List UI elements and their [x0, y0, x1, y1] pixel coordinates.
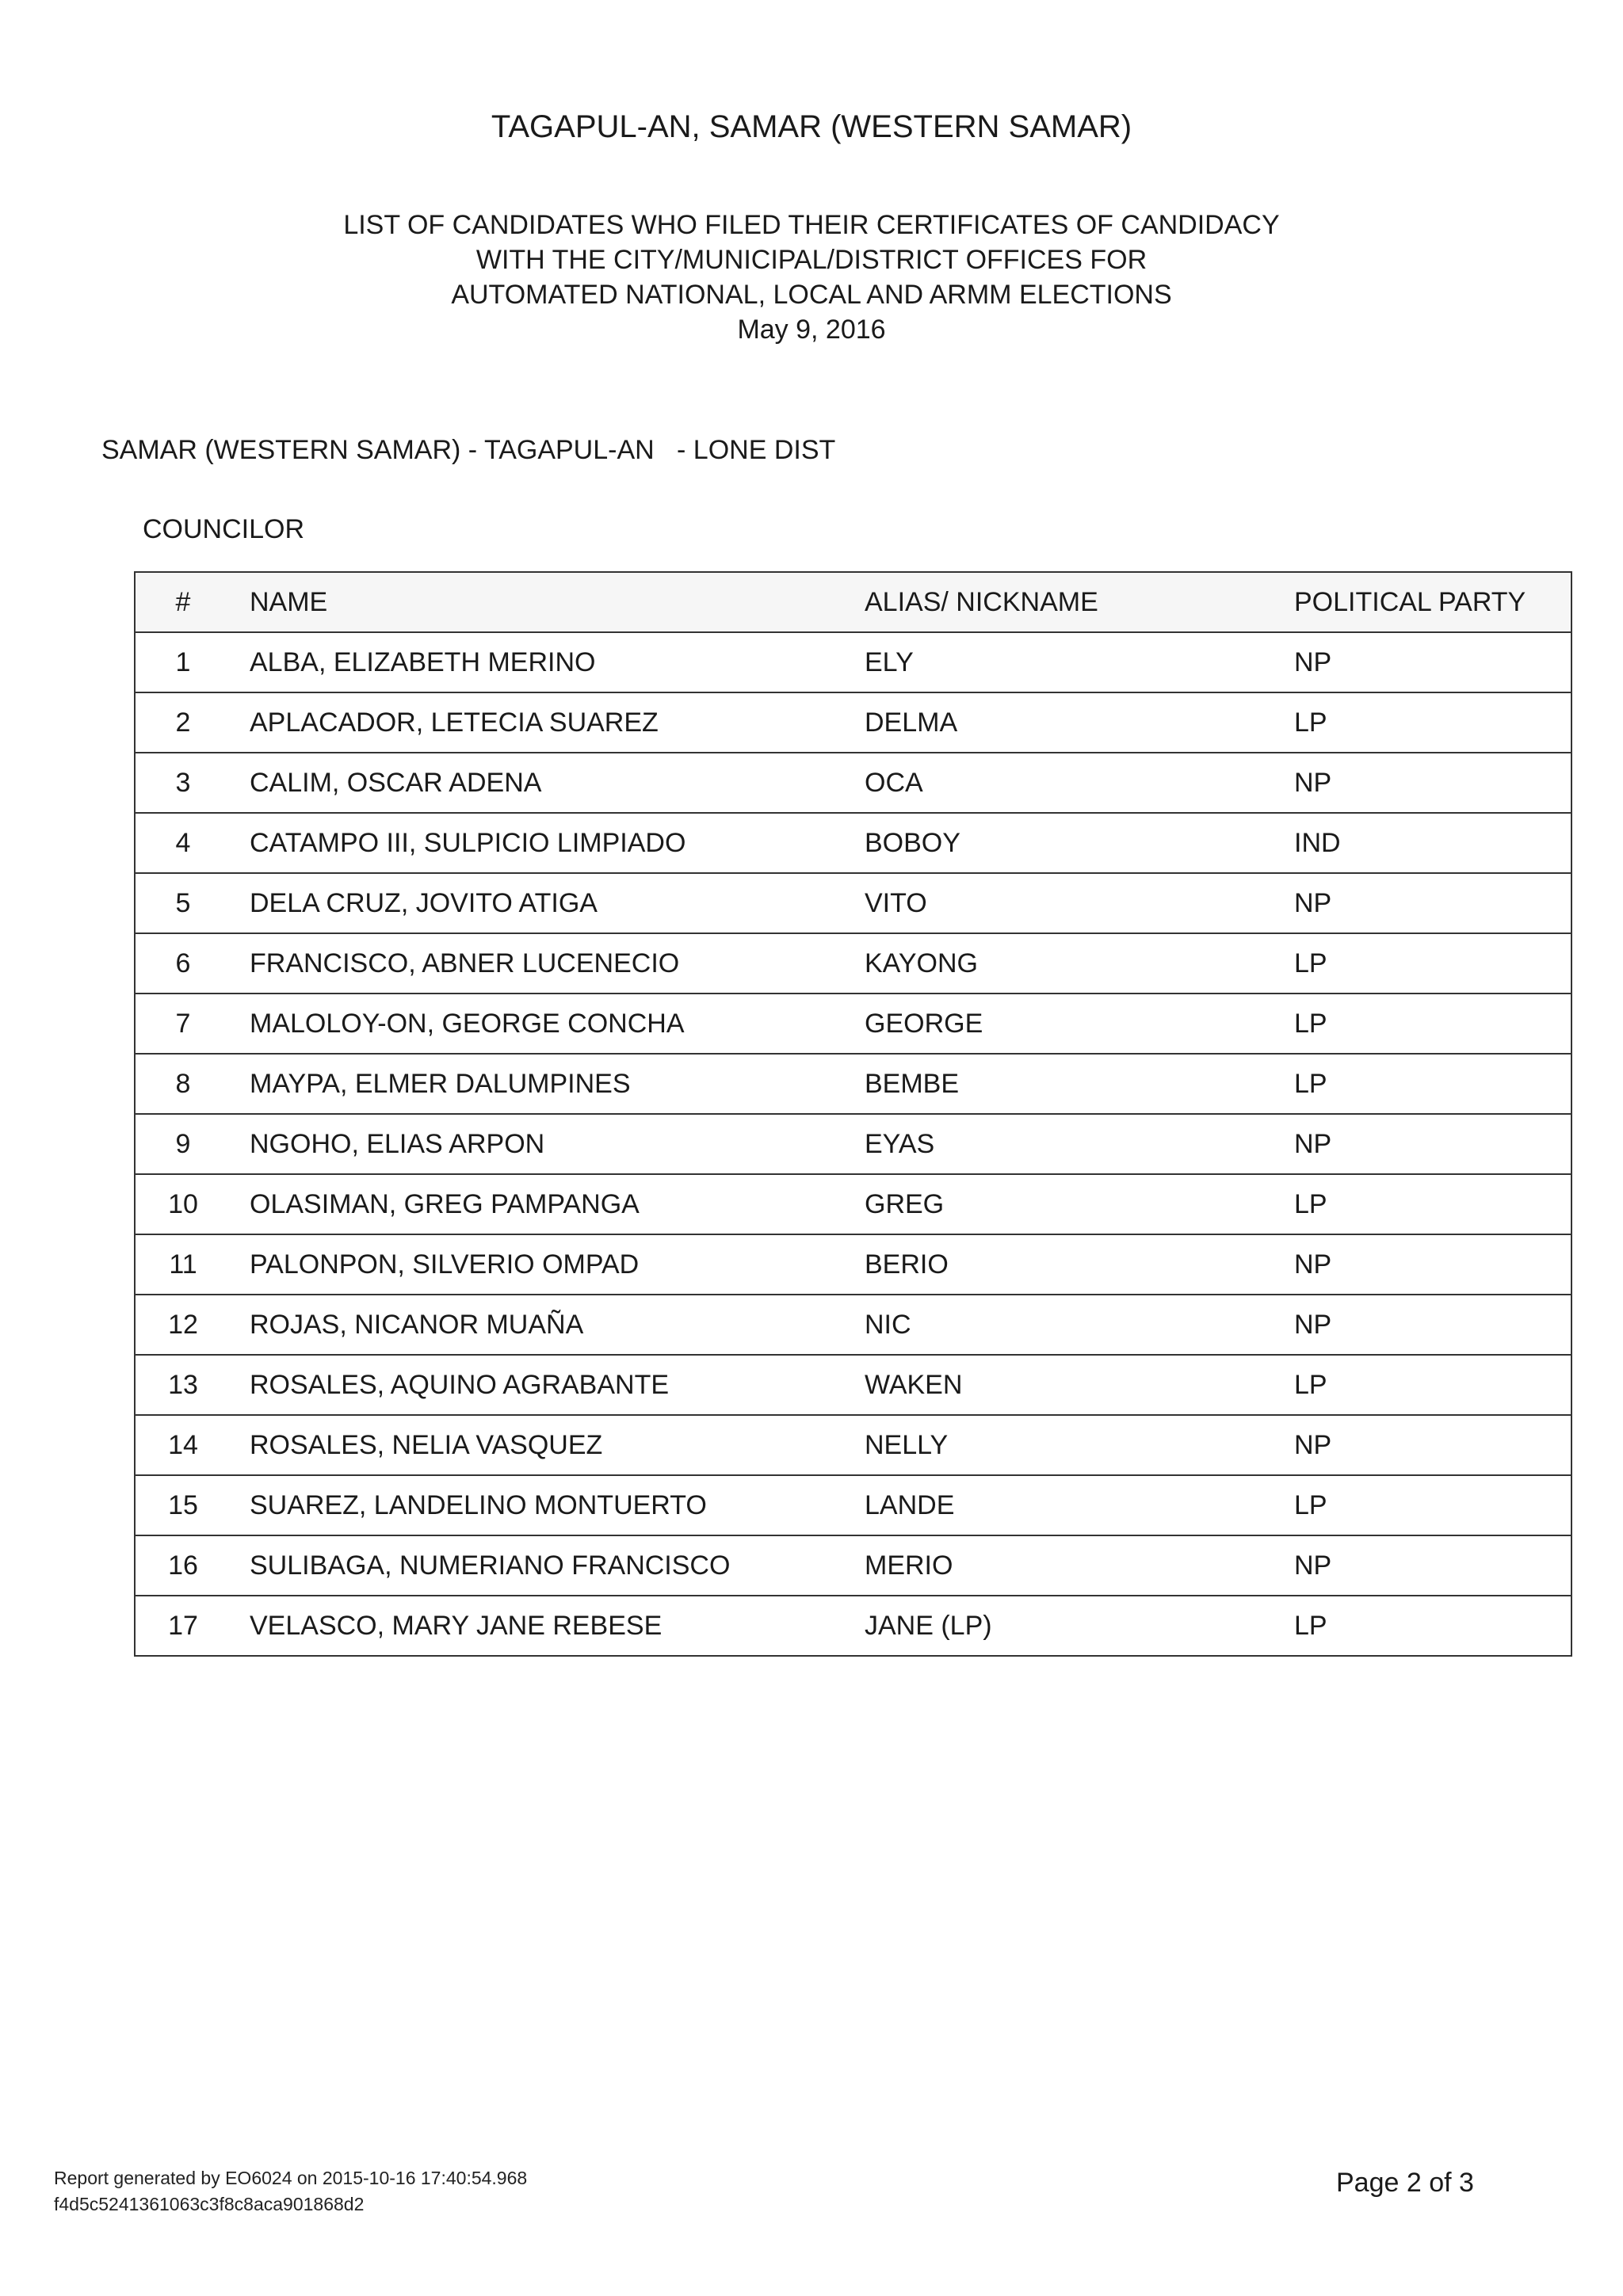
- cell-name: CALIM, OSCAR ADENA: [231, 753, 865, 813]
- cell-name: OLASIMAN, GREG PAMPANGA: [231, 1174, 865, 1234]
- table-row: [135, 1415, 1571, 1475]
- cell-name: PALONPON, SILVERIO OMPAD: [231, 1234, 865, 1295]
- cell-name: SUAREZ, LANDELINO MONTUERTO: [231, 1475, 865, 1535]
- table-row: [135, 1596, 1571, 1656]
- cell-alias: WAKEN: [865, 1355, 1294, 1415]
- cell-number: 10: [135, 1174, 231, 1234]
- cell-number: 1: [135, 632, 231, 692]
- cell-name: ROJAS, NICANOR MUAÑA: [231, 1295, 865, 1355]
- report-hash: f4d5c5241361063c3f8c8aca901868d2: [54, 2194, 365, 2214]
- cell-party: LP: [1294, 692, 1571, 753]
- cell-party: LP: [1294, 1596, 1571, 1656]
- candidates-table-body: [135, 632, 1571, 1656]
- table-row: [135, 813, 1571, 873]
- election-date: May 9, 2016: [737, 315, 886, 345]
- table-row: [135, 873, 1571, 933]
- cell-alias: OCA: [865, 753, 1294, 813]
- cell-alias: BOBOY: [865, 813, 1294, 873]
- cell-number: 4: [135, 813, 231, 873]
- table-row: [135, 1174, 1571, 1234]
- cell-alias: BEMBE: [865, 1054, 1294, 1114]
- cell-number: 7: [135, 994, 231, 1054]
- district-heading: SAMAR (WESTERN SAMAR) - TAGAPUL-AN - LONE DIST: [101, 435, 836, 465]
- cell-alias: JANE (LP): [865, 1596, 1294, 1656]
- cell-number: 14: [135, 1415, 231, 1475]
- cell-name: ALBA, ELIZABETH MERINO: [231, 632, 865, 692]
- cell-party: NP: [1294, 1234, 1571, 1295]
- cell-alias: GREG: [865, 1174, 1294, 1234]
- cell-name: FRANCISCO, ABNER LUCENECIO: [231, 933, 865, 994]
- cell-number: 3: [135, 753, 231, 813]
- table-row: [135, 1355, 1571, 1415]
- cell-alias: VITO: [865, 873, 1294, 933]
- cell-party: NP: [1294, 632, 1571, 692]
- cell-number: 2: [135, 692, 231, 753]
- cell-party: NP: [1294, 1114, 1571, 1174]
- column-header-name: NAME: [231, 572, 865, 632]
- cell-alias: LANDE: [865, 1475, 1294, 1535]
- table-row: [135, 1535, 1571, 1596]
- document-subtitle: [0, 208, 1623, 347]
- page-number: Page 2 of 3: [1336, 2168, 1474, 2198]
- cell-party: LP: [1294, 1475, 1571, 1535]
- candidates-table: [134, 571, 1572, 1657]
- cell-number: 11: [135, 1234, 231, 1295]
- cell-name: NGOHO, ELIAS ARPON: [231, 1114, 865, 1174]
- cell-number: 16: [135, 1535, 231, 1596]
- cell-number: 13: [135, 1355, 231, 1415]
- cell-party: NP: [1294, 1415, 1571, 1475]
- report-footer: [54, 2165, 527, 2218]
- cell-alias: BERIO: [865, 1234, 1294, 1295]
- cell-number: 5: [135, 873, 231, 933]
- cell-alias: NIC: [865, 1295, 1294, 1355]
- subtitle-line: WITH THE CITY/MUNICIPAL/DISTRICT OFFICES FOR: [475, 245, 1148, 275]
- cell-alias: ELY: [865, 632, 1294, 692]
- column-header-alias: ALIAS/ NICKNAME: [865, 572, 1294, 632]
- cell-party: LP: [1294, 1174, 1571, 1234]
- cell-party: IND: [1294, 813, 1571, 873]
- table-row: [135, 632, 1571, 692]
- cell-alias: MERIO: [865, 1535, 1294, 1596]
- cell-name: ROSALES, NELIA VASQUEZ: [231, 1415, 865, 1475]
- table-header-row: [135, 572, 1571, 632]
- cell-name: VELASCO, MARY JANE REBESE: [231, 1596, 865, 1656]
- subtitle-line: AUTOMATED NATIONAL, LOCAL AND ARMM ELECTIONS: [451, 280, 1172, 310]
- cell-alias: DELMA: [865, 692, 1294, 753]
- cell-alias: KAYONG: [865, 933, 1294, 994]
- cell-alias: EYAS: [865, 1114, 1294, 1174]
- cell-party: NP: [1294, 1535, 1571, 1596]
- column-header-number: #: [135, 572, 231, 632]
- subtitle-line: LIST OF CANDIDATES WHO FILED THEIR CERTIFICATES OF CANDIDACY: [343, 210, 1280, 240]
- cell-name: SULIBAGA, NUMERIANO FRANCISCO: [231, 1535, 865, 1596]
- report-generated-text: Report generated by EO6024 on 2015-10-16 17:40:54.968: [54, 2168, 528, 2188]
- cell-name: CATAMPO III, SULPICIO LIMPIADO: [231, 813, 865, 873]
- cell-party: NP: [1294, 873, 1571, 933]
- cell-number: 6: [135, 933, 231, 994]
- table-row: [135, 692, 1571, 753]
- cell-name: MAYPA, ELMER DALUMPINES: [231, 1054, 865, 1114]
- column-header-party: POLITICAL PARTY: [1294, 572, 1571, 632]
- table-row: [135, 1054, 1571, 1114]
- cell-number: 8: [135, 1054, 231, 1114]
- document-title: TAGAPUL-AN, SAMAR (WESTERN SAMAR): [491, 109, 1132, 144]
- table-row: [135, 994, 1571, 1054]
- cell-party: LP: [1294, 1054, 1571, 1114]
- cell-name: APLACADOR, LETECIA SUAREZ: [231, 692, 865, 753]
- cell-number: 9: [135, 1114, 231, 1174]
- table-row: [135, 753, 1571, 813]
- cell-name: MALOLOY-ON, GEORGE CONCHA: [231, 994, 865, 1054]
- position-heading: COUNCILOR: [143, 514, 305, 544]
- table-row: [135, 933, 1571, 994]
- cell-alias: NELLY: [865, 1415, 1294, 1475]
- cell-name: DELA CRUZ, JOVITO ATIGA: [231, 873, 865, 933]
- cell-party: NP: [1294, 753, 1571, 813]
- cell-name: ROSALES, AQUINO AGRABANTE: [231, 1355, 865, 1415]
- cell-party: LP: [1294, 994, 1571, 1054]
- cell-alias: GEORGE: [865, 994, 1294, 1054]
- table-row: [135, 1295, 1571, 1355]
- table-row: [135, 1234, 1571, 1295]
- cell-number: 12: [135, 1295, 231, 1355]
- cell-party: LP: [1294, 1355, 1571, 1415]
- cell-party: LP: [1294, 933, 1571, 994]
- cell-number: 15: [135, 1475, 231, 1535]
- cell-party: NP: [1294, 1295, 1571, 1355]
- table-row: [135, 1114, 1571, 1174]
- cell-number: 17: [135, 1596, 231, 1656]
- table-row: [135, 1475, 1571, 1535]
